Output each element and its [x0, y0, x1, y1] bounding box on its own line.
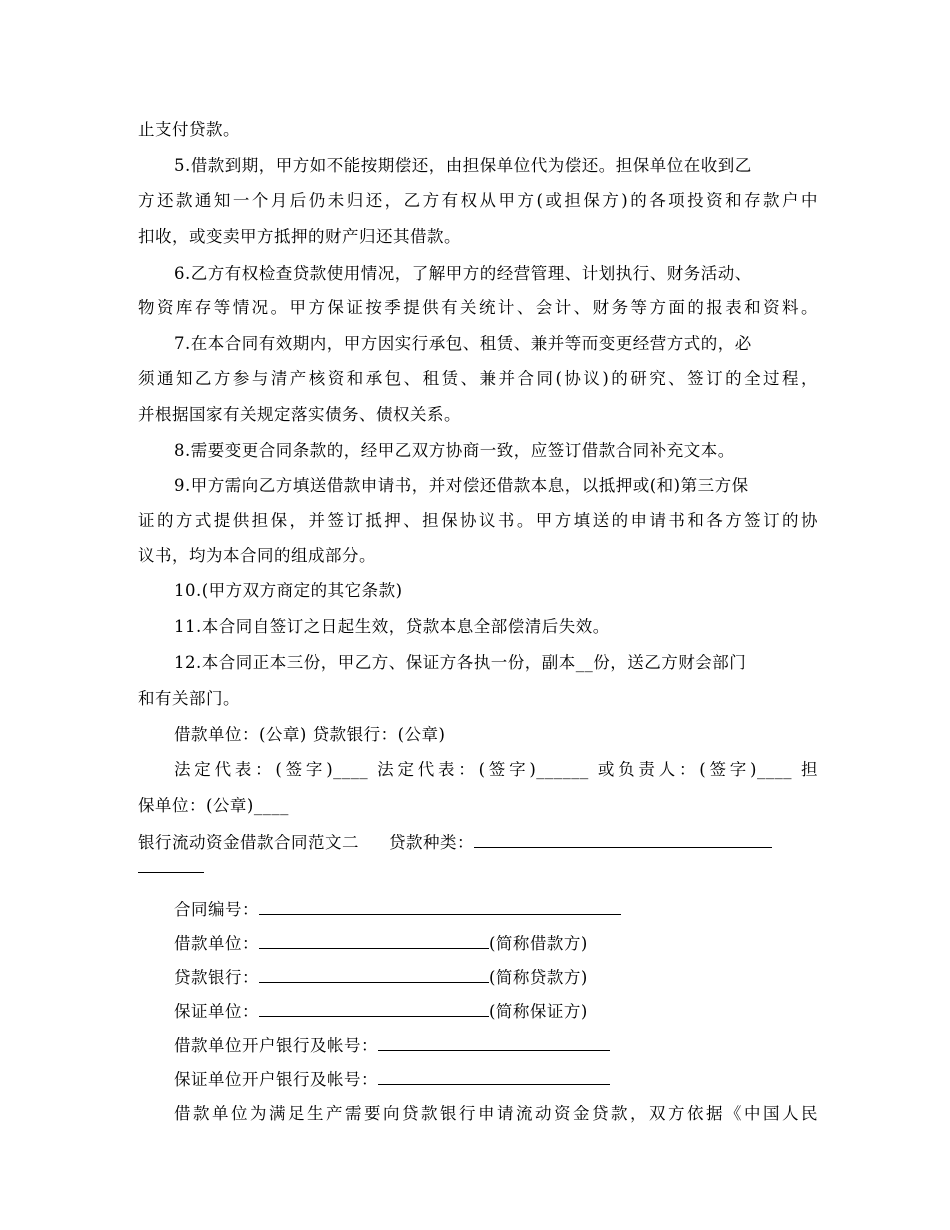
field-suffix: (简称贷款方) — [489, 968, 588, 987]
loan-type-blank — [474, 830, 772, 848]
field-blank — [378, 1067, 610, 1085]
paragraph-line: 12.本合同正本三份，甲乙方、保证方各执一份，副本__份，送乙方财会部门 — [174, 653, 747, 672]
paragraph-line: 5.借款到期，甲方如不能按期偿还，由担保单位代为偿还。担保单位在收到乙 — [174, 156, 752, 175]
field-label: 保证单位： — [174, 1002, 259, 1021]
paragraph-line: 11.本合同自签订之日起生效，贷款本息全部偿清后失效。 — [174, 617, 610, 636]
form-field-guarantor — [174, 999, 818, 1023]
paragraph-line: 须通知乙方参与清产核资和承包、租赁、兼并合同(协议)的研究、签订的全过程， — [138, 369, 818, 388]
loan-type-blank-continued — [138, 855, 204, 873]
section-title: 银行流动资金借款合同范文二 — [138, 833, 359, 852]
field-label: 借款单位： — [174, 934, 259, 953]
field-blank — [259, 965, 489, 983]
form-field-lender — [174, 965, 818, 989]
section-title-line — [138, 830, 818, 854]
form-field-borrower-account — [174, 1033, 818, 1057]
paragraph-line: 物资库存等情况。甲方保证按季提供有关统计、会计、财务等方面的报表和资料。 — [138, 298, 818, 317]
paragraph-line: 议书，均为本合同的组成部分。 — [138, 546, 376, 565]
paragraph-line: 借款单位为满足生产需要向贷款银行申请流动资金贷款，双方依据《中国人民 — [174, 1104, 818, 1123]
signature-line: 借款单位：(公章) 贷款银行：(公章) — [174, 725, 446, 744]
paragraph-line: 和有关部门。 — [138, 689, 240, 708]
form-field-guarantor-account — [174, 1067, 818, 1091]
paragraph-line: 9.甲方需向乙方填送借款申请书，并对偿还借款本息，以抵押或(和)第三方保 — [174, 476, 749, 495]
signature-line: 保单位：(公章)____ — [138, 796, 289, 815]
field-blank — [259, 931, 489, 949]
paragraph-line: 6.乙方有权检查贷款使用情况，了解甲方的经营管理、计划执行、财务活动、 — [174, 264, 752, 283]
signature-line: 法定代表：(签字)____ 法定代表：(签字)______ 或负责人：(签字)____ 担 — [174, 760, 818, 779]
blank-continuation — [138, 855, 818, 879]
paragraph-line: 8.需要变更合同条款的，经甲乙双方协商一致，应签订借款合同补充文本。 — [174, 441, 735, 460]
paragraph-line: 7.在本合同有效期内，甲方因实行承包、租赁、兼并等而变更经营方式的，必 — [174, 334, 752, 353]
field-suffix: (简称借款方) — [489, 934, 588, 953]
paragraph-line: 并根据国家有关规定落实债务、债权关系。 — [138, 405, 461, 424]
form-field-borrower — [174, 931, 818, 955]
field-blank — [378, 1033, 610, 1051]
paragraph-line: 证的方式提供担保，并签订抵押、担保协议书。甲方填送的申请书和各方签订的协 — [138, 511, 818, 530]
field-suffix: (简称保证方) — [489, 1002, 588, 1021]
field-label: 保证单位开户银行及帐号： — [174, 1070, 378, 1089]
field-label: 借款单位开户银行及帐号： — [174, 1036, 378, 1055]
field-label: 合同编号： — [174, 900, 259, 919]
field-blank — [259, 999, 489, 1017]
loan-type-label: 贷款种类： — [389, 833, 474, 852]
field-label: 贷款银行： — [174, 968, 259, 987]
field-blank — [259, 897, 621, 915]
form-field-contract-no — [174, 897, 818, 921]
paragraph-line: 止支付贷款。 — [138, 120, 240, 139]
paragraph-line: 扣收，或变卖甲方抵押的财产归还其借款。 — [138, 227, 461, 246]
paragraph-line: 10.(甲方双方商定的其它条款) — [174, 581, 403, 600]
paragraph-line: 方还款通知一个月后仍未归还，乙方有权从甲方(或担保方)的各项投资和存款户中 — [138, 191, 818, 210]
